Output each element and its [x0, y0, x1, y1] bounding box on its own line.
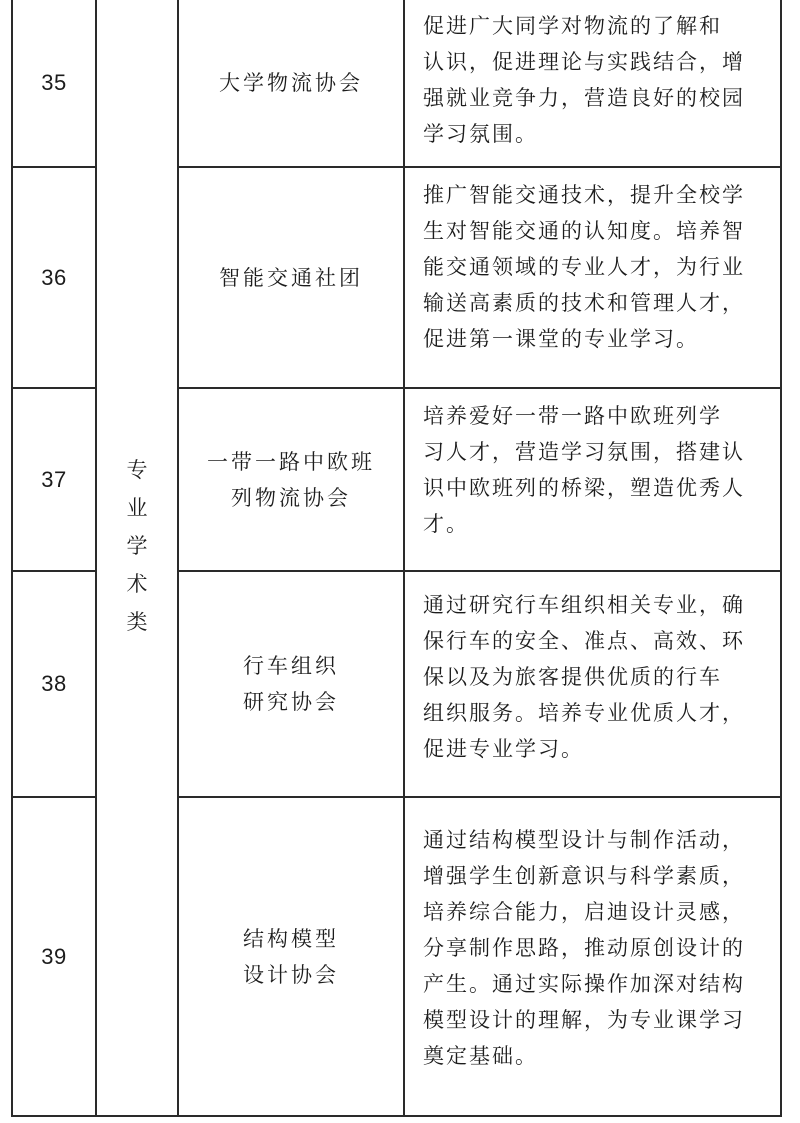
- club-description: [405, 177, 780, 387]
- description-line: 模型设计的理解，为专业课学习: [423, 1008, 745, 1032]
- description-line: 能交通领域的专业人才，为行业: [423, 255, 745, 279]
- description-line: 保以及为旅客提供优质的行车: [423, 665, 722, 689]
- club-name-line: 设计协会: [243, 962, 339, 987]
- category-char: 专: [126, 458, 148, 482]
- description-line: 奠定基础。: [423, 1044, 538, 1068]
- description-line: 生对智能交通的认知度。培养智: [423, 219, 745, 243]
- row-number: 37: [41, 466, 67, 492]
- description-line: 通过研究行车组织相关专业，确: [423, 593, 745, 617]
- club-description: [405, 822, 780, 1115]
- description-line: 输送高素质的技术和管理人才，: [423, 291, 745, 315]
- description-line: 才。: [423, 512, 469, 536]
- category-char: 类: [126, 610, 148, 634]
- description-line: 保行车的安全、准点、高效、环: [423, 629, 745, 653]
- description-line: 组织服务。培养专业优质人才，: [423, 701, 745, 725]
- description-line: 促进专业学习。: [423, 737, 584, 761]
- description-line: 认识，促进理论与实践结合，增: [423, 50, 745, 74]
- club-name-line: 研究协会: [243, 690, 339, 714]
- description-line: 培养爱好一带一路中欧班列学: [423, 404, 722, 428]
- description-line: 分享制作思路，推动原创设计的: [423, 936, 745, 960]
- description-line: 产生。通过实际操作加深对结构: [423, 972, 745, 996]
- club-description: [405, 587, 780, 796]
- club-description: [405, 398, 780, 570]
- description-line: 促进广大同学对物流的了解和: [423, 14, 722, 38]
- description-line: 强就业竞争力，营造良好的校园: [423, 86, 745, 110]
- club-name-line: 智能交通社团: [219, 265, 363, 290]
- club-name-line: 列物流协会: [231, 485, 351, 510]
- description-line: 增强学生创新意识与科学素质，: [423, 864, 745, 888]
- description-line: 通过结构模型设计与制作活动，: [423, 828, 745, 852]
- club-name-line: 一带一路中欧班: [207, 449, 375, 474]
- description-line: 促进第一课堂的专业学习。: [423, 327, 699, 351]
- table-border-bottom: [11, 1115, 782, 1117]
- club-name: [179, 168, 403, 387]
- category-char: 业: [126, 496, 148, 520]
- row-number: 36: [41, 264, 67, 290]
- description-line: 学习氛围。: [423, 122, 538, 146]
- row-number: 38: [41, 671, 67, 696]
- category-cell: [97, 446, 177, 646]
- club-name: [179, 389, 403, 570]
- description-line: 培养综合能力，启迪设计灵感，: [423, 900, 745, 924]
- club-description: [405, 8, 780, 166]
- description-line: 推广智能交通技术，提升全校学: [423, 183, 745, 207]
- category-char: 术: [126, 572, 148, 596]
- description-line: 习人才，营造学习氛围，搭建认: [423, 440, 745, 464]
- club-name: [179, 0, 403, 166]
- club-name-line: 大学物流协会: [219, 71, 363, 95]
- club-name-line: 结构模型: [243, 926, 339, 951]
- category-char: 学: [126, 534, 148, 558]
- row-number: 39: [41, 943, 67, 969]
- club-name: [179, 572, 403, 796]
- description-line: 识中欧班列的桥梁，塑造优秀人: [423, 476, 745, 500]
- club-name-line: 行车组织: [243, 654, 339, 678]
- club-name: [179, 798, 403, 1115]
- row-number: 35: [41, 70, 67, 95]
